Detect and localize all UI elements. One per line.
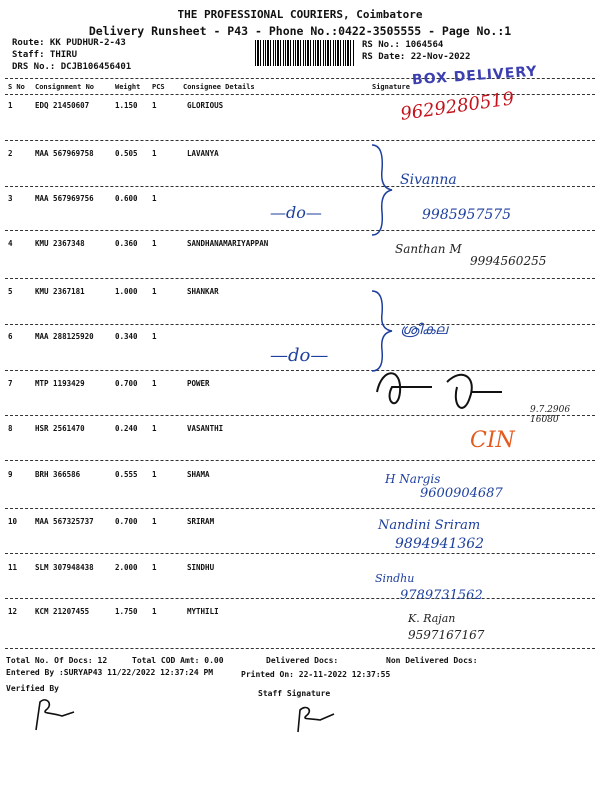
receiver-name-row9: H Nargis [385, 472, 441, 486]
divider [5, 508, 595, 509]
consignee-name: POWER [187, 379, 210, 388]
pcs: 1 [152, 332, 157, 341]
sno: 2 [8, 149, 13, 158]
consignee-name: SHAMA [187, 470, 210, 479]
sno: 6 [8, 332, 13, 341]
consignment-no: MTP 1193429 [35, 379, 85, 388]
consignee-name: LAVANYA [187, 149, 219, 158]
consignment-no: HSR 2561470 [35, 424, 85, 433]
col-signature: Signature [372, 83, 410, 91]
consignment-no: EDQ 21450607 [35, 101, 90, 110]
sno: 4 [8, 239, 13, 248]
sno: 8 [8, 424, 13, 433]
pcs: 1 [152, 563, 157, 572]
ditto-mark: —do— [270, 345, 329, 366]
weight: 0.600 [115, 194, 138, 203]
consignment-no: MAA 567325737 [35, 517, 94, 526]
divider [5, 278, 595, 279]
weight: 1.750 [115, 607, 138, 616]
col-consignment: Consignment No [35, 83, 95, 91]
sno: 10 [8, 517, 18, 526]
weight: 0.360 [115, 239, 138, 248]
verified-by-label: Verified By [6, 684, 59, 693]
receiver-name-row11: Sindhu [375, 572, 415, 585]
divider [5, 140, 595, 141]
consignment-no: MAA 567969758 [35, 149, 94, 158]
signature-row7 [372, 362, 522, 422]
total-docs: Total No. Of Docs: 12 [6, 656, 108, 665]
divider [5, 230, 595, 231]
divider [5, 460, 595, 461]
drs-number: DRS No.: DCJB106456401 [12, 62, 132, 72]
divider [5, 553, 595, 554]
staff-signature-label: Staff Signature [258, 689, 331, 698]
consignee-name: GLORIOUS [187, 101, 224, 110]
consignee-name: MYTHILI [187, 607, 219, 616]
col-sno: S No [8, 83, 25, 91]
delivered-docs: Delivered Docs: [266, 656, 339, 665]
pcs: 1 [152, 607, 157, 616]
receiver-name-row10: Nandini Sriram [378, 518, 481, 533]
runsheet-title: Delivery Runsheet - P43 - Phone No.:0422-3505555 - Page No.:1 [88, 24, 512, 38]
weight: 0.700 [115, 379, 138, 388]
receiver-phone-row11: 9789731562 [400, 588, 483, 603]
weight: 1.000 [115, 287, 138, 296]
total-cod: Total COD Amt: 0.00 [132, 656, 224, 665]
consignment-no: KCM 21207455 [35, 607, 90, 616]
col-consignee: Consignee Details [183, 83, 255, 91]
consignment-no: KMU 2367348 [35, 239, 85, 248]
receiver-phone-row4: 9994560255 [470, 254, 547, 268]
consignee-name: VASANTHI [187, 424, 224, 433]
brace-rows-2-3 [362, 140, 402, 240]
weight: 0.240 [115, 424, 138, 433]
divider [5, 324, 595, 325]
weight: 0.340 [115, 332, 138, 341]
receiver-name-row6: ശ്രീകല [400, 322, 448, 338]
company-title: THE PROFESSIONAL COURIERS, Coimbatore [177, 8, 423, 21]
receiver-phone-row9: 9600904687 [420, 486, 503, 501]
staff-signature [290, 700, 340, 736]
box-delivery-stamp: BOX DELIVERY [411, 63, 539, 89]
consignee-name: SHANKAR [187, 287, 219, 296]
weight: 2.000 [115, 563, 138, 572]
receiver-phone-row2: 9985957575 [422, 207, 512, 223]
sno: 9 [8, 470, 13, 479]
weight: 0.555 [115, 470, 138, 479]
receiver-phone-row12: 9597167167 [408, 628, 485, 642]
consignment-no: MAA 288125920 [35, 332, 94, 341]
entered-by: Entered By :SURYAP43 11/22/2022 12:37:24 PM [6, 668, 214, 677]
consignment-no: SLM 307948438 [35, 563, 94, 572]
pcs: 1 [152, 379, 157, 388]
verified-signature [28, 694, 78, 734]
consignment-no: MAA 567969756 [35, 194, 94, 203]
sno: 5 [8, 287, 13, 296]
rs-date: RS Date: 22-Nov-2022 [362, 52, 471, 62]
sno: 7 [8, 379, 13, 388]
sno: 3 [8, 194, 13, 203]
printed-on: Printed On: 22-11-2022 12:37:55 [241, 670, 391, 679]
pcs: 1 [152, 470, 157, 479]
pcs: 1 [152, 239, 157, 248]
divider [5, 648, 595, 649]
rs-number: RS No.: 1064564 [362, 40, 444, 50]
divider [5, 186, 595, 187]
weight: 1.150 [115, 101, 138, 110]
ditto-mark: —do— [270, 203, 322, 222]
receiver-name-row2: Sivanna [400, 172, 457, 188]
consignee-name: SINDHU [187, 563, 215, 572]
consignee-name: SANDHANAMARIYAPPAN [187, 239, 269, 248]
staff: Staff: THIRU [12, 50, 78, 60]
col-pcs: PCS [152, 83, 165, 91]
pcs: 1 [152, 194, 157, 203]
route: Route: KK PUDHUR-2-43 [12, 38, 126, 48]
consignee-name: SRIRAM [187, 517, 215, 526]
signature-row1: 9629280519 [399, 88, 516, 125]
barcode [255, 40, 355, 66]
pcs: 1 [152, 517, 157, 526]
consignment-no: BRH 366586 [35, 470, 81, 479]
consignment-no: KMU 2367181 [35, 287, 85, 296]
sno: 1 [8, 101, 13, 110]
cin-mark: CIN [470, 428, 515, 453]
pcs: 1 [152, 101, 157, 110]
pcs: 1 [152, 149, 157, 158]
note-row7: 9.7.2906 16080 [530, 405, 571, 425]
sno: 11 [8, 563, 18, 572]
receiver-name-row12: K. Rajan [408, 612, 456, 625]
pcs: 1 [152, 287, 157, 296]
weight: 0.700 [115, 517, 138, 526]
non-delivered-docs: Non Delivered Docs: [386, 656, 478, 665]
pcs: 1 [152, 424, 157, 433]
sno: 12 [8, 607, 18, 616]
receiver-phone-row10: 9894941362 [395, 536, 485, 552]
weight: 0.505 [115, 149, 138, 158]
receiver-name-row4: Santhan M [395, 242, 462, 256]
divider [5, 598, 595, 599]
col-weight: Weight [115, 83, 141, 91]
